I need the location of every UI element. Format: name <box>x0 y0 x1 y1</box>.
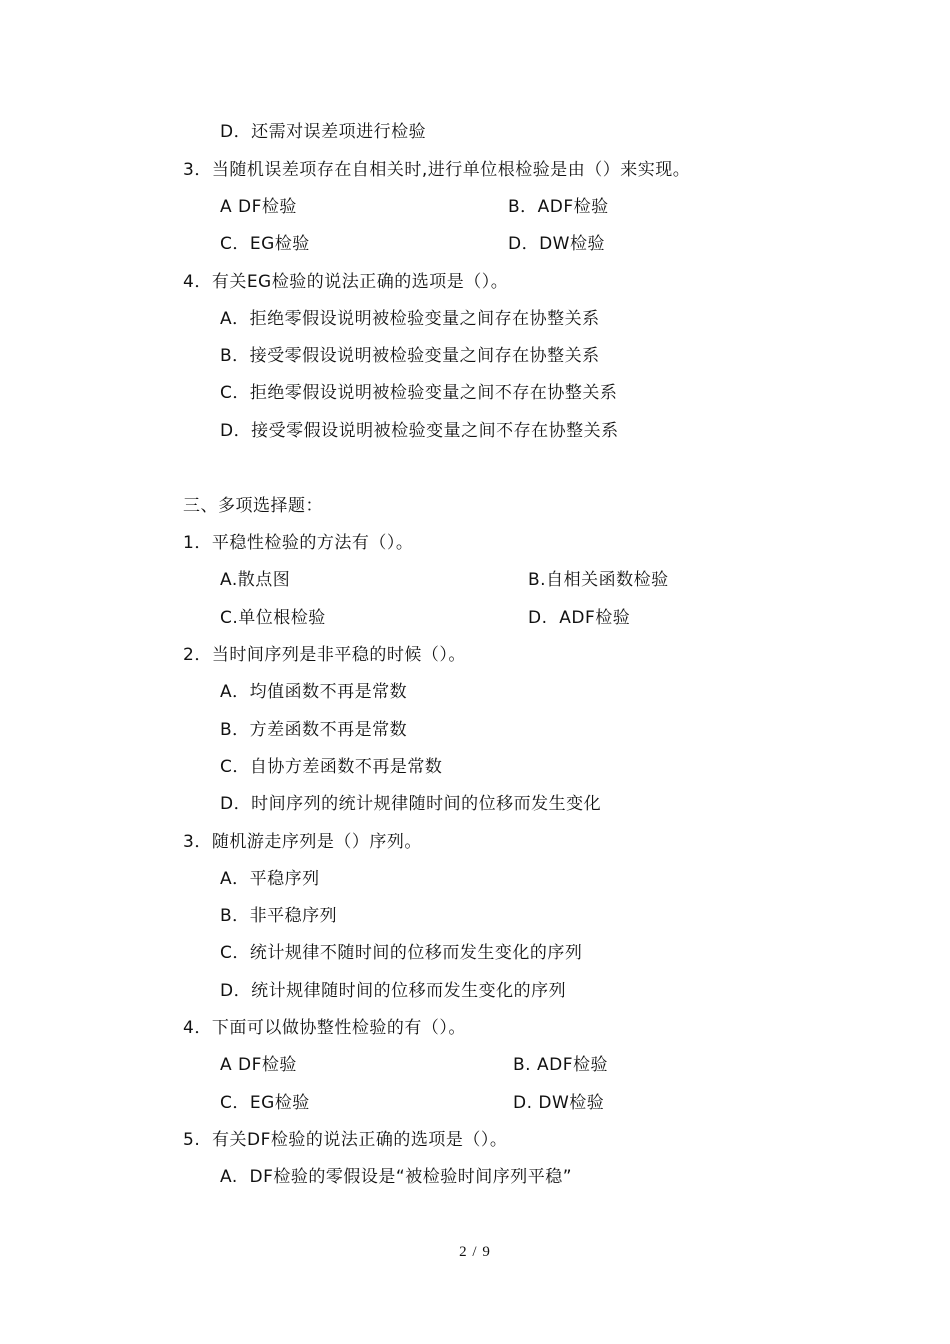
mc-q1-option-d: D. ADF检验 <box>528 608 631 628</box>
mc-q2-option-c: C．自协方差函数不再是常数 <box>220 757 443 777</box>
mc-q1-option-b: B.自相关函数检验 <box>528 570 669 590</box>
q4-option-a: A．拒绝零假设说明被检验变量之间存在协整关系 <box>220 309 600 329</box>
mc-q4-option-c: C．EG检验 <box>220 1093 310 1113</box>
q3-option-d: D．DW检验 <box>508 234 605 254</box>
mc-q4-option-a: A DF检验 <box>220 1055 297 1075</box>
q3-option-b: B．ADF检验 <box>508 197 609 217</box>
page-number: 2 / 9 <box>459 1244 491 1260</box>
mc-question-1-stem: 1．平稳性检验的方法有（）。 <box>183 533 414 553</box>
q4-option-c: C．拒绝零假设说明被检验变量之间不存在协整关系 <box>220 383 618 403</box>
question-4-stem: 4．有关EG检验的说法正确的选项是（）。 <box>183 272 509 292</box>
mc-q2-option-a: A．均值函数不再是常数 <box>220 682 408 702</box>
q4-option-b: B．接受零假设说明被检验变量之间存在协整关系 <box>220 346 600 366</box>
mc-q3-option-b: B．非平稳序列 <box>220 906 338 926</box>
mc-question-4-stem: 4．下面可以做协整性检验的有（）。 <box>183 1018 466 1038</box>
q3-option-c: C．EG检验 <box>220 234 310 254</box>
mc-q1-option-c: C.单位根检验 <box>220 608 326 628</box>
mc-q5-option-a: A. DF检验的零假设是“被检验时间序列平稳” <box>220 1167 573 1187</box>
mc-q3-option-a: A．平稳序列 <box>220 869 320 889</box>
question-3-stem: 3．当随机误差项存在自相关时,进行单位根检验是由（）来实现。 <box>183 160 691 180</box>
mc-q1-option-a: A.散点图 <box>220 570 291 590</box>
mc-q3-option-d: D．统计规律随时间的位移而发生变化的序列 <box>220 981 567 1001</box>
section-heading-multiple-choice: 三、多项选择题： <box>183 496 323 516</box>
mc-question-3-stem: 3．随机游走序列是（）序列。 <box>183 832 422 852</box>
mc-q2-option-b: B．方差函数不再是常数 <box>220 720 408 740</box>
mc-q3-option-c: C．统计规律不随时间的位移而发生变化的序列 <box>220 943 583 963</box>
q4-option-d: D．接受零假设说明被检验变量之间不存在协整关系 <box>220 421 619 441</box>
mc-question-2-stem: 2．当时间序列是非平稳的时候（）。 <box>183 645 466 665</box>
mc-q4-option-b: B. ADF检验 <box>513 1055 608 1075</box>
q3-option-a: A DF检验 <box>220 197 297 217</box>
mc-q2-option-d: D．时间序列的统计规律随时间的位移而发生变化 <box>220 794 602 814</box>
q2-option-d: D．还需对误差项进行检验 <box>220 122 427 142</box>
mc-question-5-stem: 5. 有关DF检验的说法正确的选项是（）。 <box>183 1130 508 1150</box>
mc-q4-option-d: D. DW检验 <box>513 1093 605 1113</box>
